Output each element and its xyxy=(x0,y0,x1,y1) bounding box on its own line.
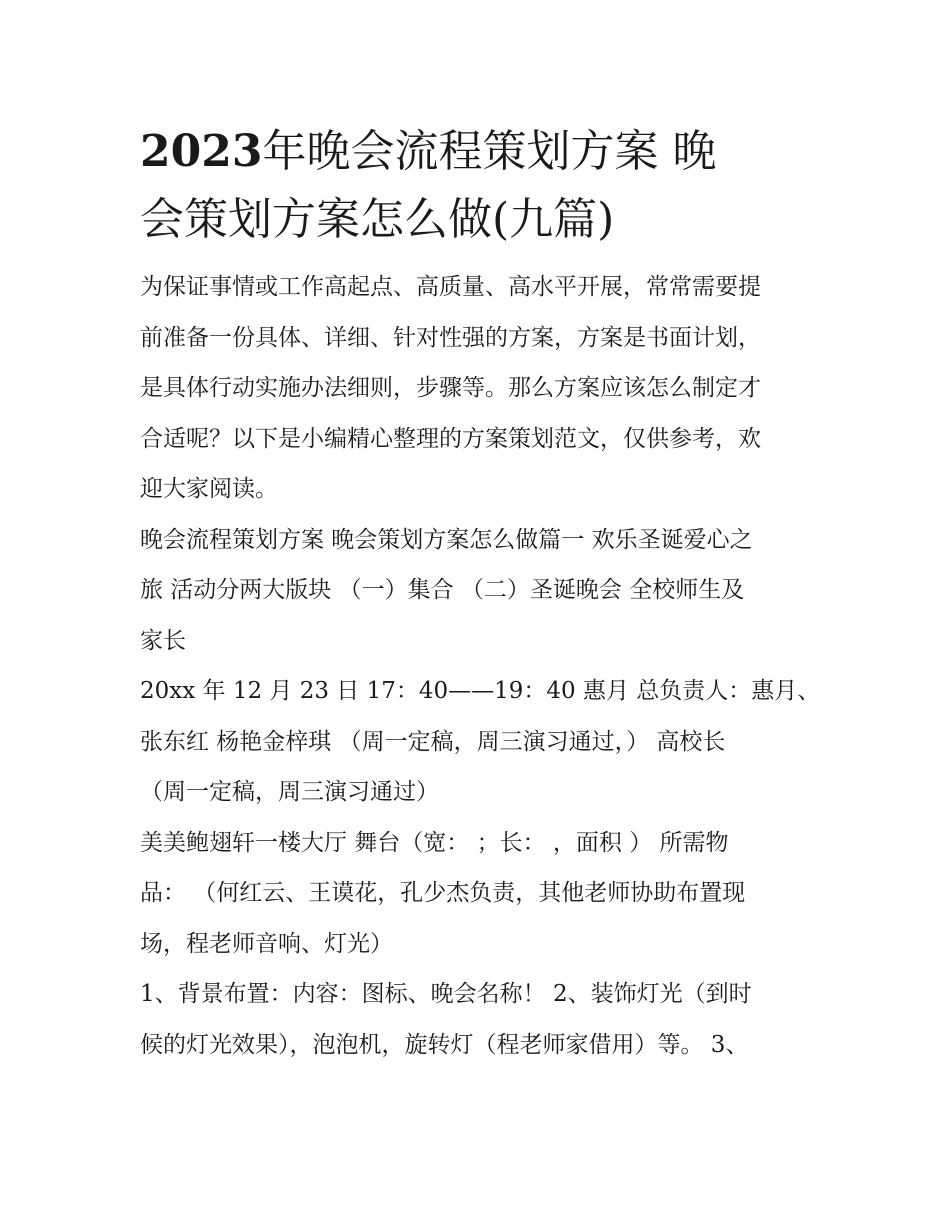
text-line: 晚会流程策划方案 晚会策划方案怎么做篇一 欢乐圣诞爱心之 xyxy=(140,526,753,553)
text-line: 张东红 杨艳金梓琪 （周一定稿，周三演习通过，） 高校长 xyxy=(140,728,726,755)
intro-paragraph xyxy=(140,262,820,515)
text-line: 迎大家阅读。 xyxy=(140,476,278,502)
text-line: 品： （何红云、王谟花，孔少杰负责，其他老师协助布置现 xyxy=(140,880,746,906)
section-one-paragraph xyxy=(140,515,820,667)
schedule-paragraph xyxy=(140,666,820,818)
text-line: 场，程老师音响、灯光） xyxy=(140,930,393,957)
text-line: 合适呢？以下是小编精心整理的方案策划范文，仅供参考，欢 xyxy=(140,425,761,452)
title-line-2: 会策划方案怎么做(九篇) xyxy=(140,194,615,245)
title-text: 年晚会流程策划方案 晚 xyxy=(262,126,717,177)
text-line: 为保证事情或工作高起点、高质量、高水平开展，常常需要提 xyxy=(140,274,761,300)
text-line: （周一定稿，周三演习通过） xyxy=(140,779,439,805)
text-line: 候的灯光效果），泡泡机，旋转灯（程老师家借用）等。 3、 xyxy=(140,1031,749,1058)
document-page xyxy=(140,118,820,1070)
venue-paragraph xyxy=(140,818,820,970)
document-title xyxy=(140,118,820,254)
setup-paragraph xyxy=(140,969,820,1070)
text-line: 家长 xyxy=(140,627,186,654)
text-line: 20xx 年 12 月 23 日 17：40——19：40 惠月 总负责人：惠月、 xyxy=(140,678,821,704)
title-line-1 xyxy=(140,118,820,186)
text-line: 旅 活动分两大版块 （一）集合 （二）圣诞晚会 全校师生及 xyxy=(140,577,745,603)
text-line: 美美鲍翅轩一楼大厅 舞台（宽： ；长： ，面积 ） 所需物 xyxy=(140,829,729,856)
text-line: 1、背景布置：内容：图标、晚会名称！ 2、装饰灯光（到时 xyxy=(140,981,752,1007)
title-year: 2023 xyxy=(140,126,263,177)
text-line: 前准备一份具体、详细、针对性强的方案，方案是书面计划， xyxy=(140,324,761,351)
text-line: 是具体行动实施办法细则，步骤等。那么方案应该怎么制定才 xyxy=(140,375,761,401)
document-body xyxy=(140,262,820,1070)
